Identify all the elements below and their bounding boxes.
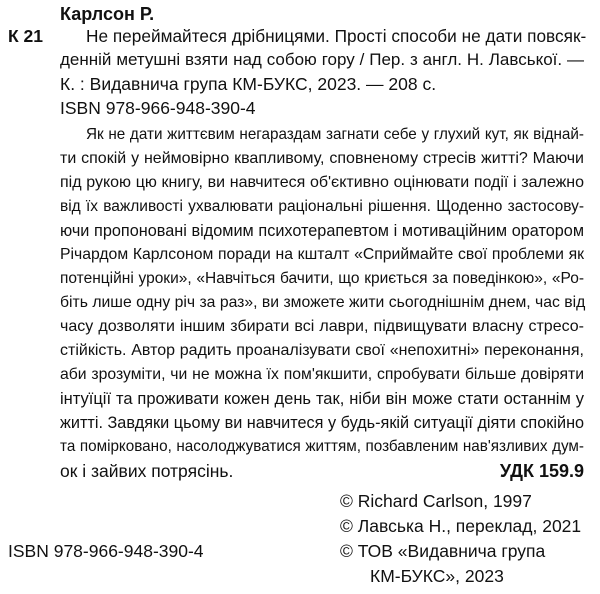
annotation-line: стійкість. Автор радить проаналізувати свої «непохитні» переконання, [60, 342, 584, 359]
author-name: Карлсон Р. [60, 4, 155, 24]
book-title-line-3: К. : Видавнича група КМ-БУКС, 2023. — 208 с. [60, 74, 437, 94]
copyright-line: © ТОВ «Видавнича група [340, 541, 546, 561]
udk-code: УДК 159.9 [499, 461, 584, 481]
isbn-footer: ISBN 978-966-948-390-4 [8, 541, 204, 561]
copyright-line: © Richard Carlson, 1997 [340, 491, 532, 511]
annotation-line: під рукою цю книгу, ви навчитеся об'єктивно оцінювати події і залежно [60, 174, 584, 191]
annotation-line: ти спокій у неймовірно квапливому, сповненому стресів житті? Маючи [60, 150, 584, 167]
annotation-line: житті. Завдяки цьому ви навчитеся у будь-якій ситуації діяти спокійно [60, 414, 585, 432]
annotation-line: ючи пропоновані відомим психотерапевтом і мотиваційним оратором [60, 222, 584, 240]
catalog-index: К 21 [8, 26, 44, 46]
copyright-line: КМ-БУКС», 2023 [370, 566, 504, 586]
copyright-line: © Лавська Н., переклад, 2021 [340, 516, 582, 536]
annotation-line: Річардом Карлсоном поради на кшталт «Сприймайте свої проблеми як [60, 246, 584, 263]
annotation-line: та помірковано, насолоджуватися життям, позбавленим нав'язливих дум- [60, 438, 584, 455]
annotation-line: від їх важливості ухвалювати раціональні рішення. Щоденно застосову- [60, 198, 584, 215]
annotation-line: потенційні уроки», «Навчіться бачити, що криється за поведінкою», «Ро- [60, 270, 584, 287]
isbn-header: ISBN 978-966-948-390-4 [60, 98, 256, 118]
annotation-line: Як не дати життєвим негараздам загнати себе у глухий кут, як віднай- [86, 126, 584, 143]
annotation-line: інтуїції та проживати кожен день так, ніби він може стати останнім у [60, 390, 584, 408]
book-title-line-2: денній метушні взяти над собою гору / Пер. з англ. Н. Лавської. — [60, 50, 584, 69]
annotation-line: аби зрозуміти, чи не можна їх пом'якшити, спробувати більше довіряти [60, 366, 584, 383]
annotation-line: ок і зайвих потрясінь. [60, 461, 234, 481]
annotation-line: біть лише одну річ за раз», ви зможете жити сьогоднішнім днем, час від [60, 294, 586, 311]
annotation-line: часу дозволяти іншим збирати всі лаври, підвищувати власну стресо- [60, 318, 584, 335]
book-title-line-1: Не переймайтеся дрібницями. Прості способи не дати повсяк- [86, 26, 587, 46]
